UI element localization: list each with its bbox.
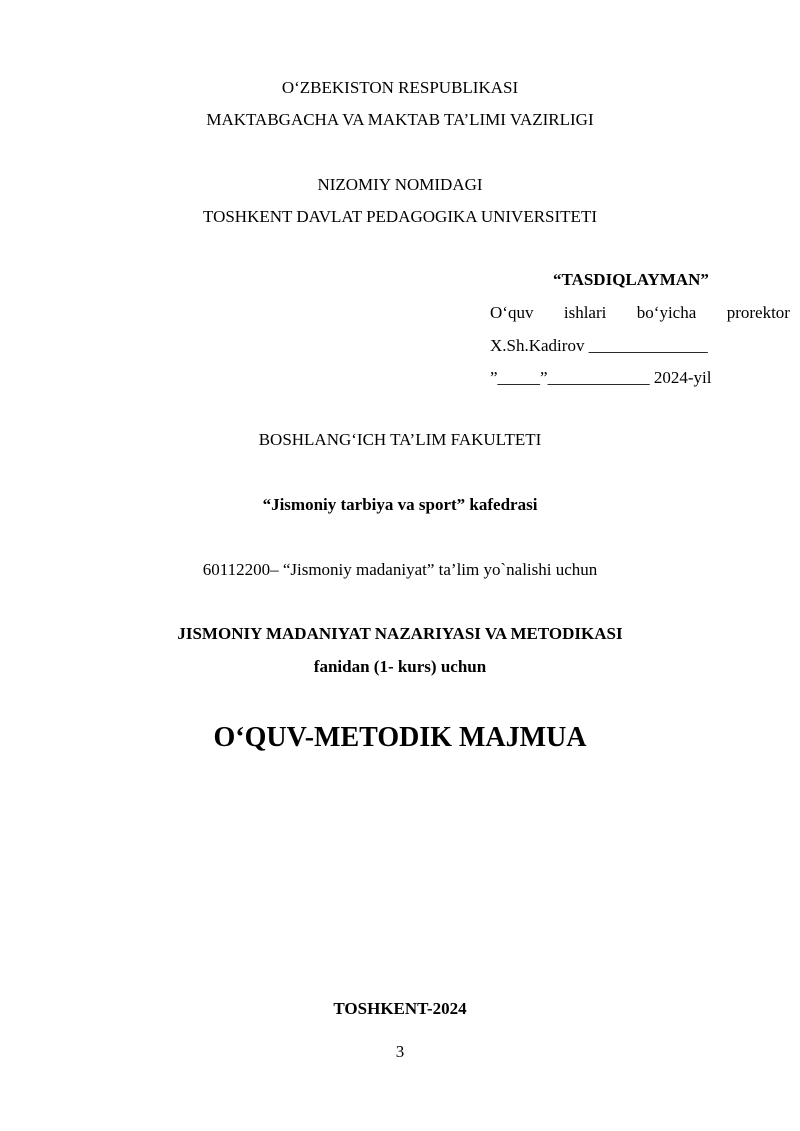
approval-position — [490, 303, 790, 323]
named-after-heading: NIZOMIY NOMIDAGI — [317, 175, 483, 194]
position-word: prorektor — [726, 303, 790, 322]
faculty-name: BOSHLANG‘ICH TA’LIM FAKULTETI — [258, 430, 542, 449]
position-word: O‘quv — [490, 303, 534, 322]
university-heading: TOSHKENT DAVLAT PEDAGOGIKA UNIVERSITETI — [203, 207, 597, 226]
position-word: ishlari — [563, 303, 607, 322]
approval-date: ”_____”____________ 2024-yil — [490, 368, 712, 387]
subject-title: JISMONIY MADANIYAT NAZARIYASI VA METODIKASI — [177, 624, 623, 643]
page-number: 3 — [395, 1042, 405, 1061]
approval-title: “TASDIQLAYMAN” — [553, 270, 709, 289]
ministry-heading: MAKTABGACHA VA MAKTAB TA’LIMI VAZIRLIGI — [206, 110, 594, 129]
approval-signatory: X.Sh.Kadirov ______________ — [490, 336, 708, 355]
department-name: “Jismoniy tarbiya va sport” kafedrasi — [262, 495, 538, 514]
program-name: 60112200– “Jismoniy madaniyat” ta’lim yo`nalishi uchun — [202, 560, 598, 579]
subject-course: fanidan (1- kurs) uchun — [313, 657, 487, 676]
city-year: TOSHKENT-2024 — [333, 999, 467, 1018]
republic-heading: O‘ZBEKISTON RESPUBLIKASI — [281, 78, 519, 97]
position-word: bo‘yicha — [636, 303, 697, 322]
document-type-title: O‘QUV-METODIK MAJMUA — [213, 722, 587, 753]
